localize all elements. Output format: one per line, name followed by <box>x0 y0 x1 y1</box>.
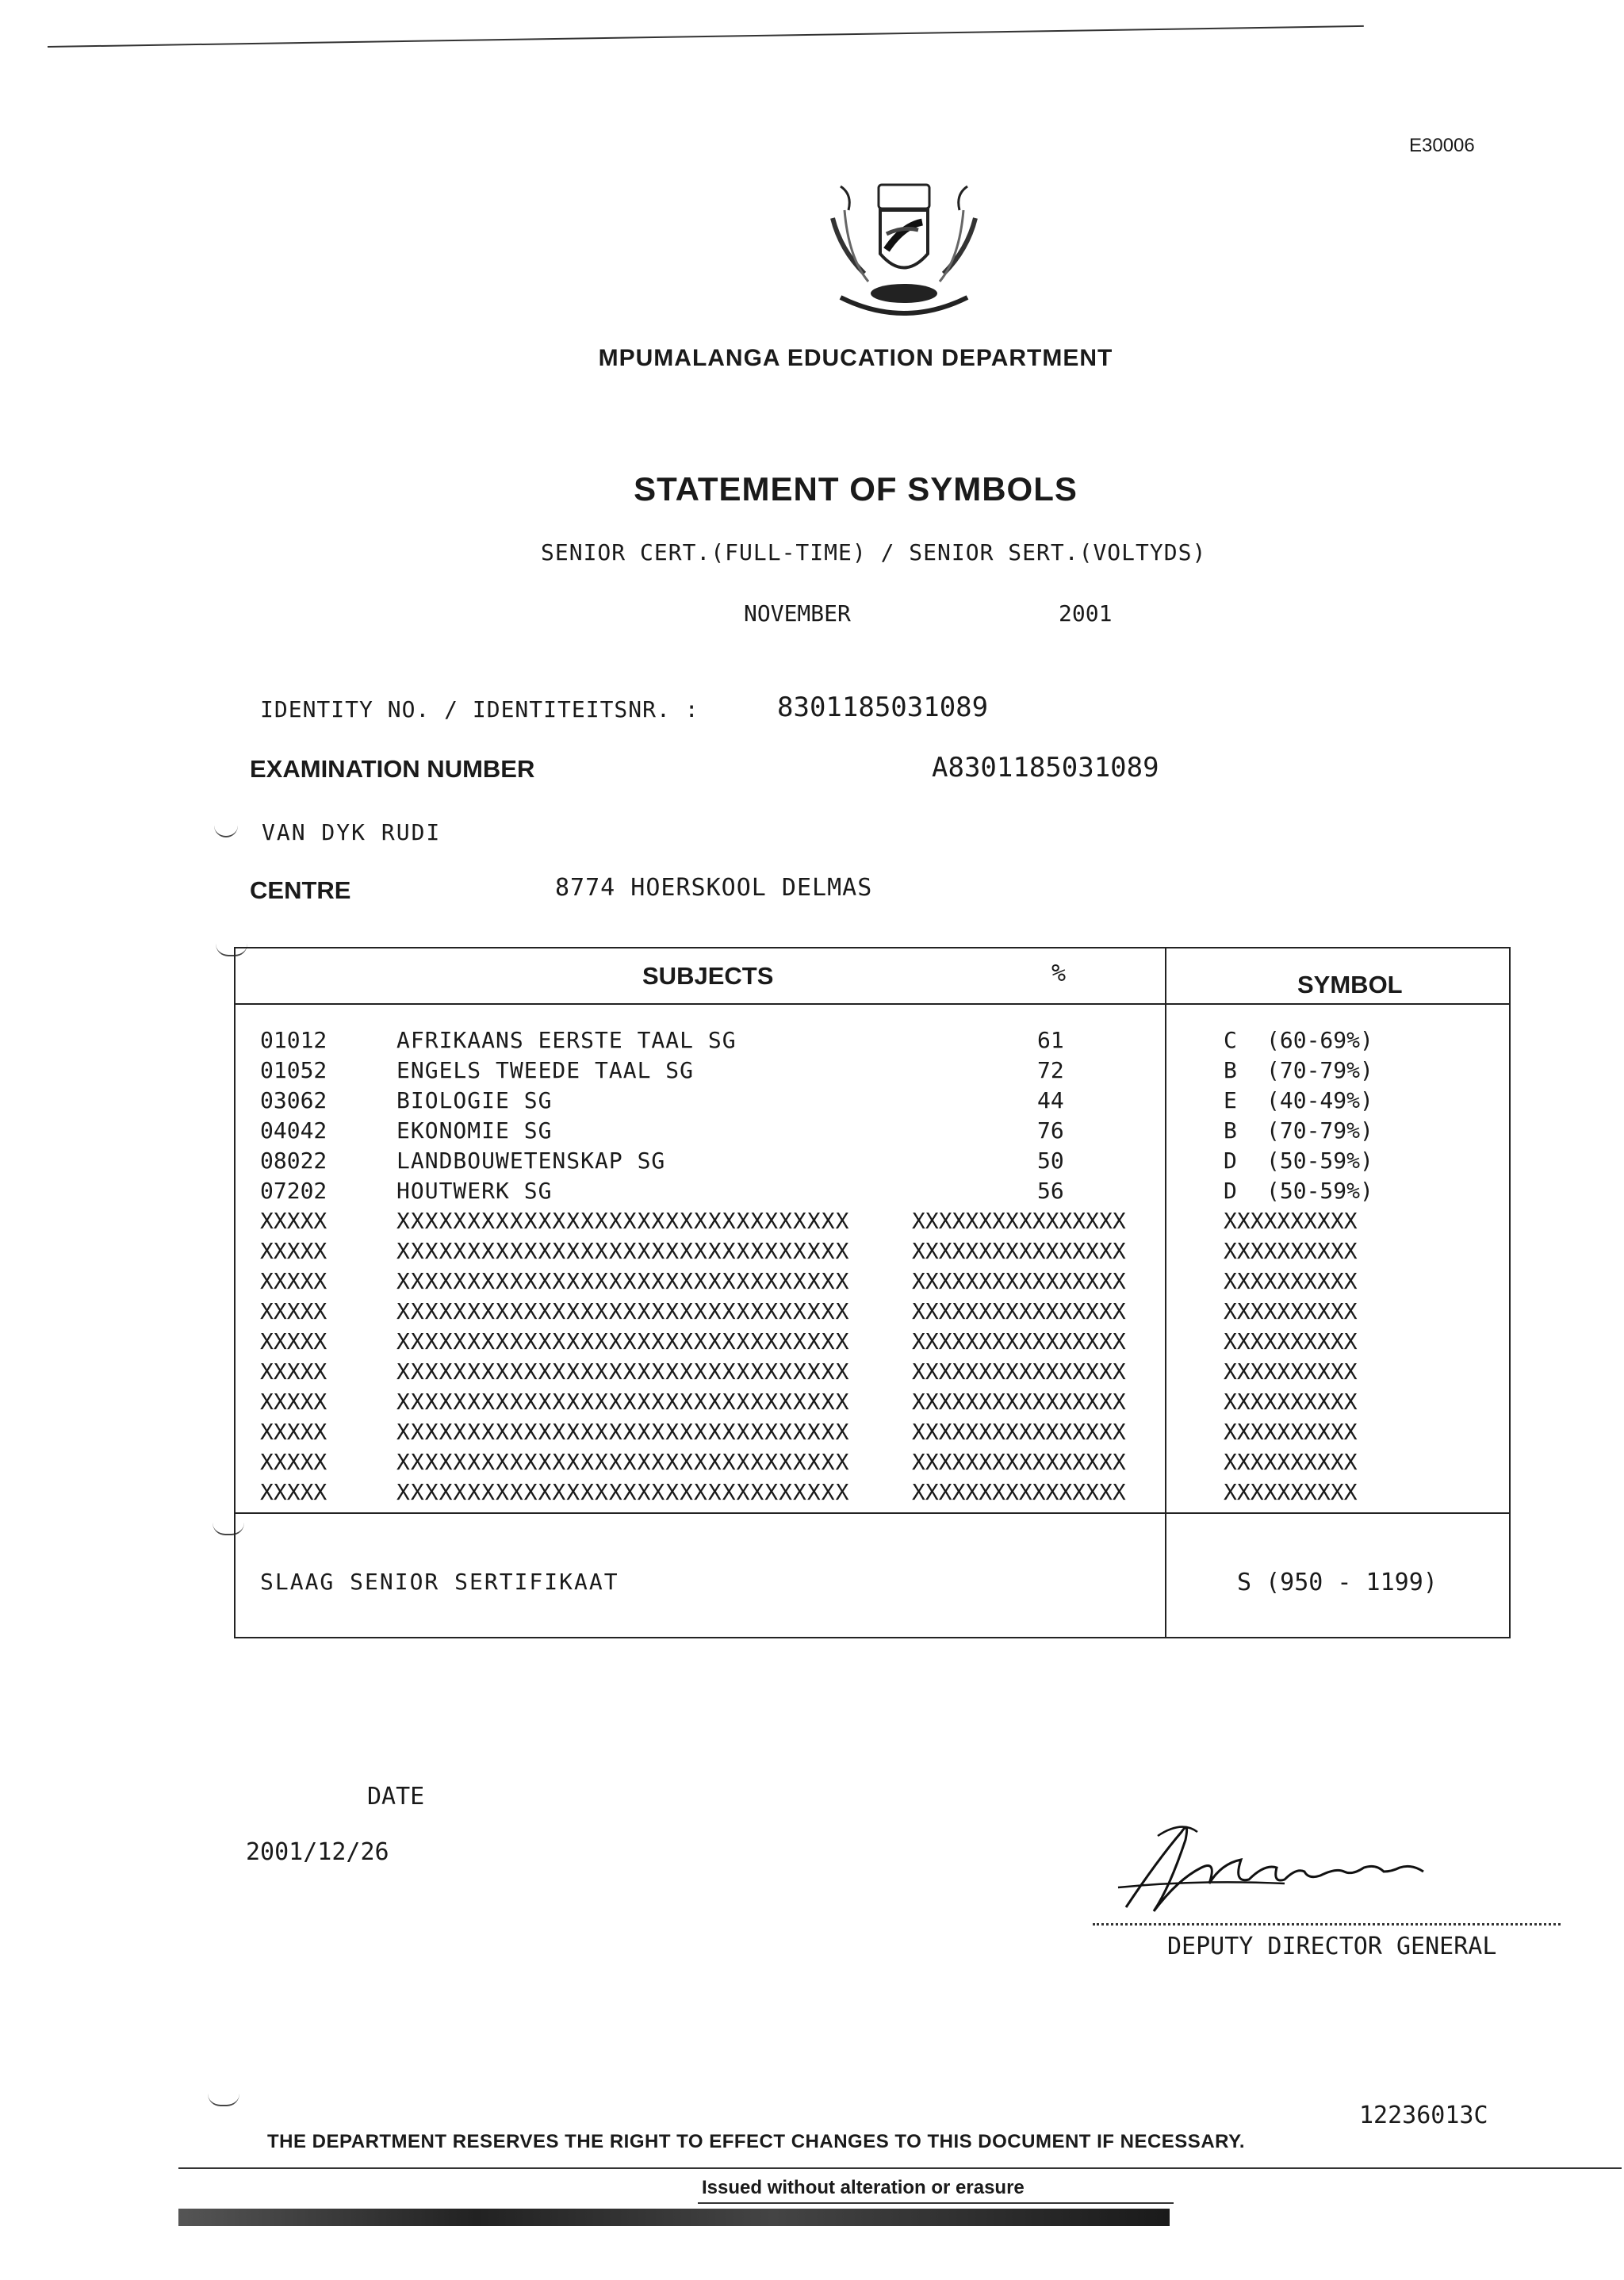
centre-value: 8774 HOERSKOOL DELMAS <box>555 874 873 902</box>
filler-percent: XXXXXXXXXXXXXXXX <box>912 1419 1126 1445</box>
filler-symbol: XXXXXXXXXX <box>1224 1358 1358 1385</box>
filler-code: XXXXX <box>260 1208 327 1234</box>
signature-line <box>1093 1923 1561 1926</box>
issued-note: Issued without alteration or erasure <box>702 2177 1025 2198</box>
filler-code: XXXXX <box>260 1389 327 1415</box>
filler-subject: XXXXXXXXXXXXXXXXXXXXXXXXXXXXXXXX <box>396 1238 850 1264</box>
filler-symbol: XXXXXXXXXX <box>1224 1389 1358 1415</box>
symbol-range: (50-59%) <box>1266 1148 1373 1174</box>
subject-name: EKONOMIE SG <box>396 1117 553 1144</box>
filler-symbol: XXXXXXXXXX <box>1224 1419 1358 1445</box>
filler-subject: XXXXXXXXXXXXXXXXXXXXXXXXXXXXXXXX <box>396 1208 850 1234</box>
filler-subject: XXXXXXXXXXXXXXXXXXXXXXXXXXXXXXXX <box>396 1268 850 1294</box>
filler-percent: XXXXXXXXXXXXXXXX <box>912 1238 1126 1264</box>
subject-symbol: B <box>1224 1117 1237 1144</box>
symbol-range: (70-79%) <box>1266 1117 1373 1144</box>
filler-subject: XXXXXXXXXXXXXXXXXXXXXXXXXXXXXXXX <box>396 1358 850 1385</box>
examination-label: EXAMINATION NUMBER <box>250 755 535 783</box>
identity-label: IDENTITY NO. / IDENTITEITSNR. : <box>260 696 699 722</box>
identity-number: 8301185031089 <box>777 692 989 723</box>
table-row <box>0 1087 1624 1117</box>
table-row <box>0 1178 1624 1207</box>
filler-row <box>0 1449 1624 1478</box>
centre-label: CENTRE <box>250 876 351 904</box>
result-symbol: S (950 - 1199) <box>1237 1569 1438 1596</box>
coat-of-arms-emblem <box>817 178 991 329</box>
filler-code: XXXXX <box>260 1449 327 1475</box>
table-row <box>0 1027 1624 1056</box>
filler-percent: XXXXXXXXXXXXXXXX <box>912 1208 1126 1234</box>
filler-symbol: XXXXXXXXXX <box>1224 1268 1358 1294</box>
handwritten-signature <box>1110 1812 1491 1923</box>
filler-symbol: XXXXXXXXXX <box>1224 1479 1358 1505</box>
table-row <box>0 1057 1624 1086</box>
subject-code: 07202 <box>260 1178 327 1204</box>
reference-number: 12236013C <box>1359 2102 1488 2129</box>
certificate-type: SENIOR CERT.(FULL-TIME) / SENIOR SERT.(VOLTYDS) <box>541 539 1207 565</box>
subject-percent: 72 <box>1037 1057 1064 1083</box>
header-subjects: SUBJECTS <box>642 962 774 990</box>
scan-artifact-bar <box>178 2209 1170 2226</box>
filler-subject: XXXXXXXXXXXXXXXXXXXXXXXXXXXXXXXX <box>396 1449 850 1475</box>
filler-symbol: XXXXXXXXXX <box>1224 1208 1358 1234</box>
subject-code: 01052 <box>260 1057 327 1083</box>
filler-symbol: XXXXXXXXXX <box>1224 1449 1358 1475</box>
filler-row <box>0 1268 1624 1297</box>
symbol-range: (40-49%) <box>1266 1087 1373 1113</box>
filler-code: XXXXX <box>260 1298 327 1324</box>
filler-percent: XXXXXXXXXXXXXXXX <box>912 1358 1126 1385</box>
examination-number: A8301185031089 <box>932 752 1159 784</box>
subject-symbol: E <box>1224 1087 1237 1113</box>
filler-subject: XXXXXXXXXXXXXXXXXXXXXXXXXXXXXXXX <box>396 1328 850 1355</box>
filler-subject: XXXXXXXXXXXXXXXXXXXXXXXXXXXXXXXX <box>396 1389 850 1415</box>
exam-year: 2001 <box>1059 600 1113 627</box>
subject-code: 08022 <box>260 1148 327 1174</box>
filler-code: XXXXX <box>260 1268 327 1294</box>
filler-code: XXXXX <box>260 1419 327 1445</box>
subject-symbol: C <box>1224 1027 1237 1053</box>
subject-symbol: D <box>1224 1148 1237 1174</box>
subject-symbol: D <box>1224 1178 1237 1204</box>
filler-row <box>0 1208 1624 1237</box>
filler-symbol: XXXXXXXXXX <box>1224 1238 1358 1264</box>
filler-code: XXXXX <box>260 1479 327 1505</box>
table-row <box>0 1148 1624 1177</box>
filler-code: XXXXX <box>260 1328 327 1355</box>
header-symbol: SYMBOL <box>1297 971 1403 998</box>
subject-name: HOUTWERK SG <box>396 1178 553 1204</box>
filler-row <box>0 1238 1624 1267</box>
top-border-line <box>48 25 1364 48</box>
document-title: STATEMENT OF SYMBOLS <box>634 470 1078 508</box>
subject-name: LANDBOUWETENSKAP SG <box>396 1148 666 1174</box>
subject-percent: 76 <box>1037 1117 1064 1144</box>
symbol-range: (50-59%) <box>1266 1178 1373 1204</box>
subject-name: BIOLOGIE SG <box>396 1087 553 1113</box>
subject-percent: 44 <box>1037 1087 1064 1113</box>
symbol-range: (60-69%) <box>1266 1027 1373 1053</box>
filler-row <box>0 1358 1624 1388</box>
table-row <box>0 1117 1624 1147</box>
disclaimer: THE DEPARTMENT RESERVES THE RIGHT TO EFFECT CHANGES TO THIS DOCUMENT IF NECESSARY. <box>267 2131 1246 2152</box>
subject-code: 03062 <box>260 1087 327 1113</box>
margin-tick <box>214 825 238 837</box>
result-text: SLAAG SENIOR SERTIFIKAAT <box>260 1569 619 1595</box>
exam-month: NOVEMBER <box>744 600 851 627</box>
candidate-name: VAN DYK RUDI <box>262 819 442 845</box>
filler-percent: XXXXXXXXXXXXXXXX <box>912 1479 1126 1505</box>
filler-symbol: XXXXXXXXXX <box>1224 1328 1358 1355</box>
table-header-rule <box>234 1003 1511 1005</box>
filler-row <box>0 1419 1624 1448</box>
subject-code: 04042 <box>260 1117 327 1144</box>
filler-percent: XXXXXXXXXXXXXXXX <box>912 1389 1126 1415</box>
symbol-range: (70-79%) <box>1266 1057 1373 1083</box>
subject-name: ENGELS TWEEDE TAAL SG <box>396 1057 695 1083</box>
filler-subject: XXXXXXXXXXXXXXXXXXXXXXXXXXXXXXXX <box>396 1298 850 1324</box>
subject-percent: 50 <box>1037 1148 1064 1174</box>
table-footer-rule <box>234 1512 1511 1514</box>
filler-row <box>0 1298 1624 1328</box>
filler-code: XXXXX <box>260 1358 327 1385</box>
document-code: E30006 <box>1409 135 1475 156</box>
footer-rule <box>178 2167 1622 2169</box>
department-name: MPUMALANGA EDUCATION DEPARTMENT <box>598 345 1113 371</box>
filler-subject: XXXXXXXXXXXXXXXXXXXXXXXXXXXXXXXX <box>396 1479 850 1505</box>
filler-row <box>0 1479 1624 1508</box>
filler-symbol: XXXXXXXXXX <box>1224 1298 1358 1324</box>
subject-percent: 56 <box>1037 1178 1064 1204</box>
filler-percent: XXXXXXXXXXXXXXXX <box>912 1268 1126 1294</box>
filler-row <box>0 1328 1624 1358</box>
filler-percent: XXXXXXXXXXXXXXXX <box>912 1449 1126 1475</box>
margin-tick <box>208 2094 239 2106</box>
header-percent: % <box>1051 960 1067 987</box>
subject-percent: 61 <box>1037 1027 1064 1053</box>
signatory-title: DEPUTY DIRECTOR GENERAL <box>1167 1933 1497 1960</box>
date-value: 2001/12/26 <box>246 1838 389 1866</box>
subject-code: 01012 <box>260 1027 327 1053</box>
filler-percent: XXXXXXXXXXXXXXXX <box>912 1328 1126 1355</box>
footer-underline <box>698 2202 1174 2204</box>
filler-row <box>0 1389 1624 1418</box>
filler-code: XXXXX <box>260 1238 327 1264</box>
filler-percent: XXXXXXXXXXXXXXXX <box>912 1298 1126 1324</box>
date-label: DATE <box>367 1783 425 1811</box>
filler-subject: XXXXXXXXXXXXXXXXXXXXXXXXXXXXXXXX <box>396 1419 850 1445</box>
subject-symbol: B <box>1224 1057 1237 1083</box>
subject-name: AFRIKAANS EERSTE TAAL SG <box>396 1027 737 1053</box>
